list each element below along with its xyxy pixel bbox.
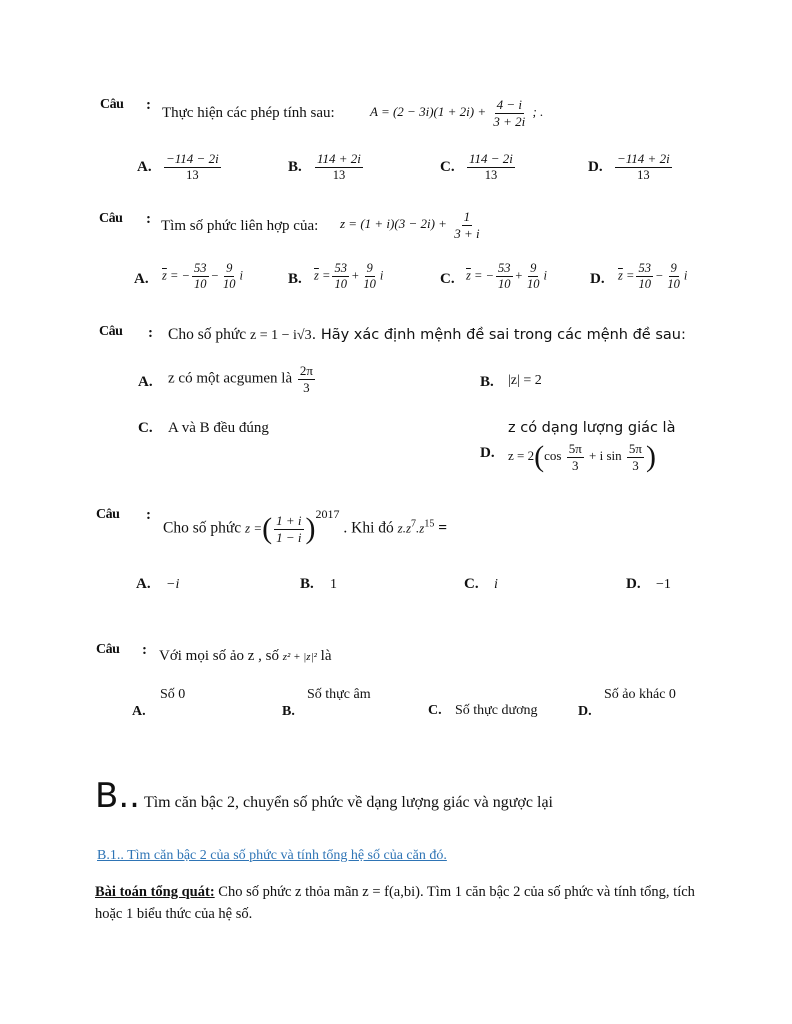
question-colon: : [146,211,151,227]
option-c-label: C. [464,576,479,592]
option-b-label: B. [282,704,295,719]
section-title: Tìm căn bậc 2, chuyển số phức về dạng lượng giác và ngược lại [143,794,553,811]
option-c-label: C. [428,703,442,718]
option-a-label: A. [132,704,146,719]
question-text: Tìm số phức liên hợp của: [161,218,319,234]
general-problem-paragraph [95,881,705,925]
question-text: Thực hiện các phép tính sau: [162,105,335,121]
option-c-label: C. [440,271,455,287]
option-c-value[interactable]: A và B đều đúng [168,420,269,436]
option-d-text: z có dạng lượng giác là [508,420,676,436]
question-label: Câu [100,97,124,112]
option-b-label: B. [288,159,302,175]
option-a-value[interactable]: z có một acgumen là $\frac{2\pi}{3}$ [168,363,313,395]
question-expression: A = (2 − 3i)(1 + 2i) + $\frac{4 - i}{3 + 2i}$ ; . [370,97,544,129]
question-colon: : [148,325,153,341]
option-a-value[interactable]: Số 0 [160,687,186,702]
option-b-value[interactable]: |z| = 2 [508,373,542,388]
option-c-value[interactable]: Số thực dương [455,703,538,718]
option-b-value[interactable]: $\overline{z}$ = $\frac{53}{10}$ + $\frac{9}{10}$ i [314,261,384,292]
option-a-label: A. [136,576,151,592]
question-label: Câu [99,324,123,339]
option-b-value[interactable]: 1 [330,577,337,592]
question-expression: z = (1 + i)(3 − 2i) + $\frac{1}{3 + i}$ [340,209,480,241]
option-d-value[interactable]: −1 [656,577,671,592]
option-b-label: B. [480,374,494,390]
question-colon: : [146,97,151,113]
option-a-value[interactable]: −i [166,577,180,592]
question-text: Cho số phức z = 1 − i√3. Hãy xác định mệnh đề sai trong các mệnh đề sau: [168,326,686,343]
question-text: Với mọi số ảo z , số z² + |z|² là [159,648,332,664]
option-a-label: A. [138,374,153,390]
question-colon: : [146,507,151,523]
option-a-label: A. [134,271,149,287]
option-d-label: D. [590,271,605,287]
question-text: Cho số phức z =( $\frac{1 + i}{1 - i}$ )$^{2017}$ . Khi đó $z.z^7.z^{15}$ = [163,507,448,545]
option-a-value[interactable]: $\frac{-114 - 2i}{13}$ [166,151,219,182]
section-letter: B.. [95,776,140,816]
option-c-value[interactable]: $\frac{114 - 2i}{13}$ [469,151,513,182]
option-d-value[interactable]: Số ảo khác 0 [604,687,676,702]
option-c-label: C. [138,420,153,436]
option-b-label: B. [288,271,302,287]
option-c-value[interactable]: $\overline{z}$ = − $\frac{53}{10}$ + $\frac{9}{10}$ i [466,261,547,292]
option-d-label: D. [626,576,641,592]
question-label: Câu [96,642,120,657]
section-heading [95,776,553,816]
general-problem-label: Bài toán tổng quát: [95,884,215,900]
option-c-label: C. [440,159,455,175]
option-d-label: D. [480,445,495,461]
subsection-link[interactable]: B.1.. Tìm căn bậc 2 của số phức và tính tổng hệ số của căn đó. [97,848,447,863]
option-d-value[interactable]: $\frac{-114 + 2i}{13}$ [617,151,670,182]
option-d-label: D. [588,159,603,175]
question-label: Câu [96,507,120,522]
option-b-value[interactable]: $\frac{114 + 2i}{13}$ [317,151,361,182]
option-d-value[interactable]: $\overline{z}$ = $\frac{53}{10}$ − $\frac{9}{10}$ i [618,261,688,292]
option-d-value[interactable]: z = 2(cos $\frac{5\pi}{3}$ + i sin $\frac{5\pi}{3}$ ) [508,440,656,473]
option-c-value[interactable]: i [494,577,498,592]
general-problem-text: Cho số phức z thỏa mãn z = f(a,bi). Tìm 1 căn bậc 2 của số phức và tính tổng, tích hoặc 1 biểu thức của hệ số. [95,884,695,922]
option-a-value[interactable]: $\overline{z}$ = − $\frac{53}{10}$ − $\frac{9}{10}$ i [162,261,243,292]
option-b-value[interactable]: Số thực âm [307,687,371,702]
question-label: Câu [99,211,123,226]
option-d-label: D. [578,704,592,719]
option-b-label: B. [300,576,314,592]
question-colon: : [142,642,147,658]
option-a-label: A. [137,159,152,175]
